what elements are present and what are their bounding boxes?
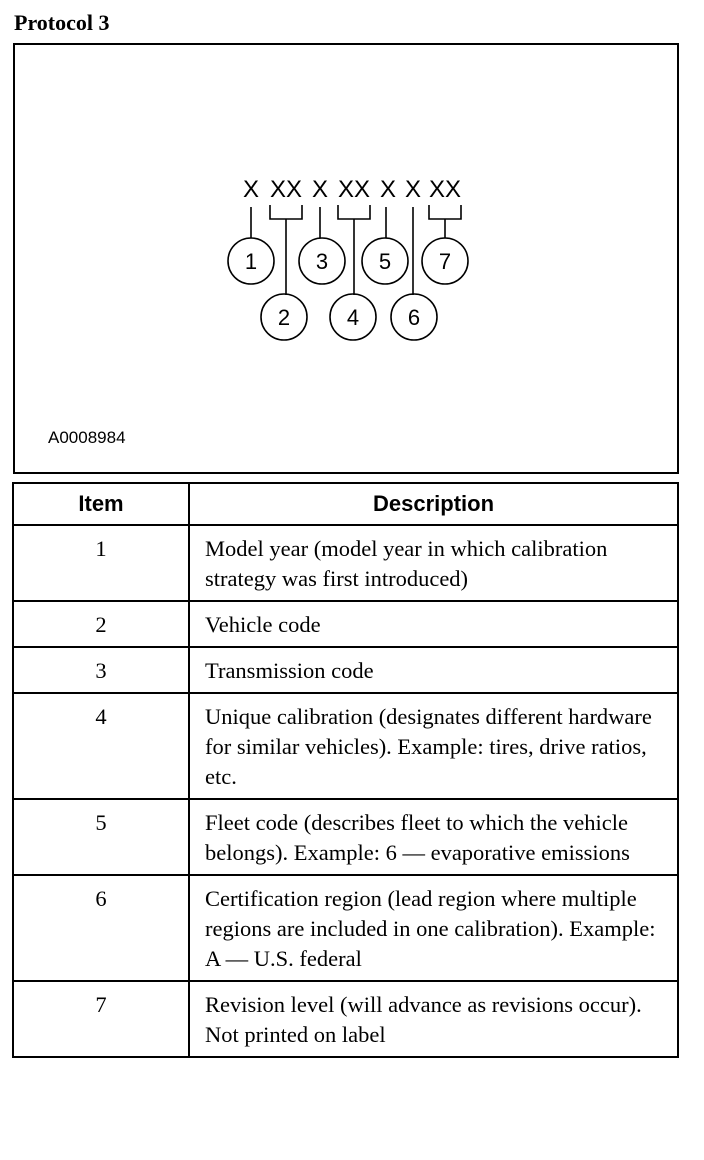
code-callout-diagram	[15, 45, 677, 472]
callout-label-3: 3	[315, 249, 329, 274]
item-description: Transmission code	[189, 647, 678, 693]
item-number: 7	[13, 981, 189, 1057]
table-row	[13, 799, 678, 875]
callout-label-7: 7	[438, 249, 452, 274]
item-description: Certification region (lead region where multiple regions are included in one calibration). Example: A — U.S. federal	[189, 875, 678, 981]
table-row	[13, 981, 678, 1057]
item-number: 5	[13, 799, 189, 875]
table-row	[13, 525, 678, 601]
callout-label-4: 4	[346, 305, 360, 330]
figure-id: A0008984	[48, 428, 126, 447]
callout-label-1: 1	[244, 249, 258, 274]
table-header-row	[13, 483, 678, 525]
table-row	[13, 875, 678, 981]
callout-label-6: 6	[407, 305, 421, 330]
callout-label-5: 5	[378, 249, 392, 274]
code-symbol-7: XX	[428, 176, 462, 203]
code-symbol-5: X	[379, 176, 397, 203]
header-description: Description	[189, 483, 678, 525]
table-row	[13, 693, 678, 799]
code-symbol-3: X	[311, 176, 329, 203]
page-title: Protocol 3	[14, 10, 110, 35]
item-number: 3	[13, 647, 189, 693]
bracket-2	[270, 205, 302, 219]
code-symbol-4: XX	[337, 176, 371, 203]
callout-label-2: 2	[277, 305, 291, 330]
item-description: Vehicle code	[189, 601, 678, 647]
code-symbol-2: XX	[269, 176, 303, 203]
table-row	[13, 647, 678, 693]
item-description: Fleet code (describes fleet to which the vehicle belongs). Example: 6 — evaporative emissions	[189, 799, 678, 875]
code-symbol-6: X	[404, 176, 422, 203]
item-description: Unique calibration (designates different hardware for similar vehicles). Example: tires, drive ratios, etc.	[189, 693, 678, 799]
item-description-table	[12, 482, 679, 1058]
header-item: Item	[13, 483, 189, 525]
item-number: 2	[13, 601, 189, 647]
item-number: 4	[13, 693, 189, 799]
bracket-7	[429, 205, 461, 219]
table-row	[13, 601, 678, 647]
protocol-diagram	[13, 43, 679, 474]
item-number: 6	[13, 875, 189, 981]
item-description: Model year (model year in which calibration strategy was first introduced)	[189, 525, 678, 601]
code-symbol-1: X	[242, 176, 260, 203]
bracket-4	[338, 205, 370, 219]
item-description: Revision level (will advance as revisions occur). Not printed on label	[189, 981, 678, 1057]
item-number: 1	[13, 525, 189, 601]
